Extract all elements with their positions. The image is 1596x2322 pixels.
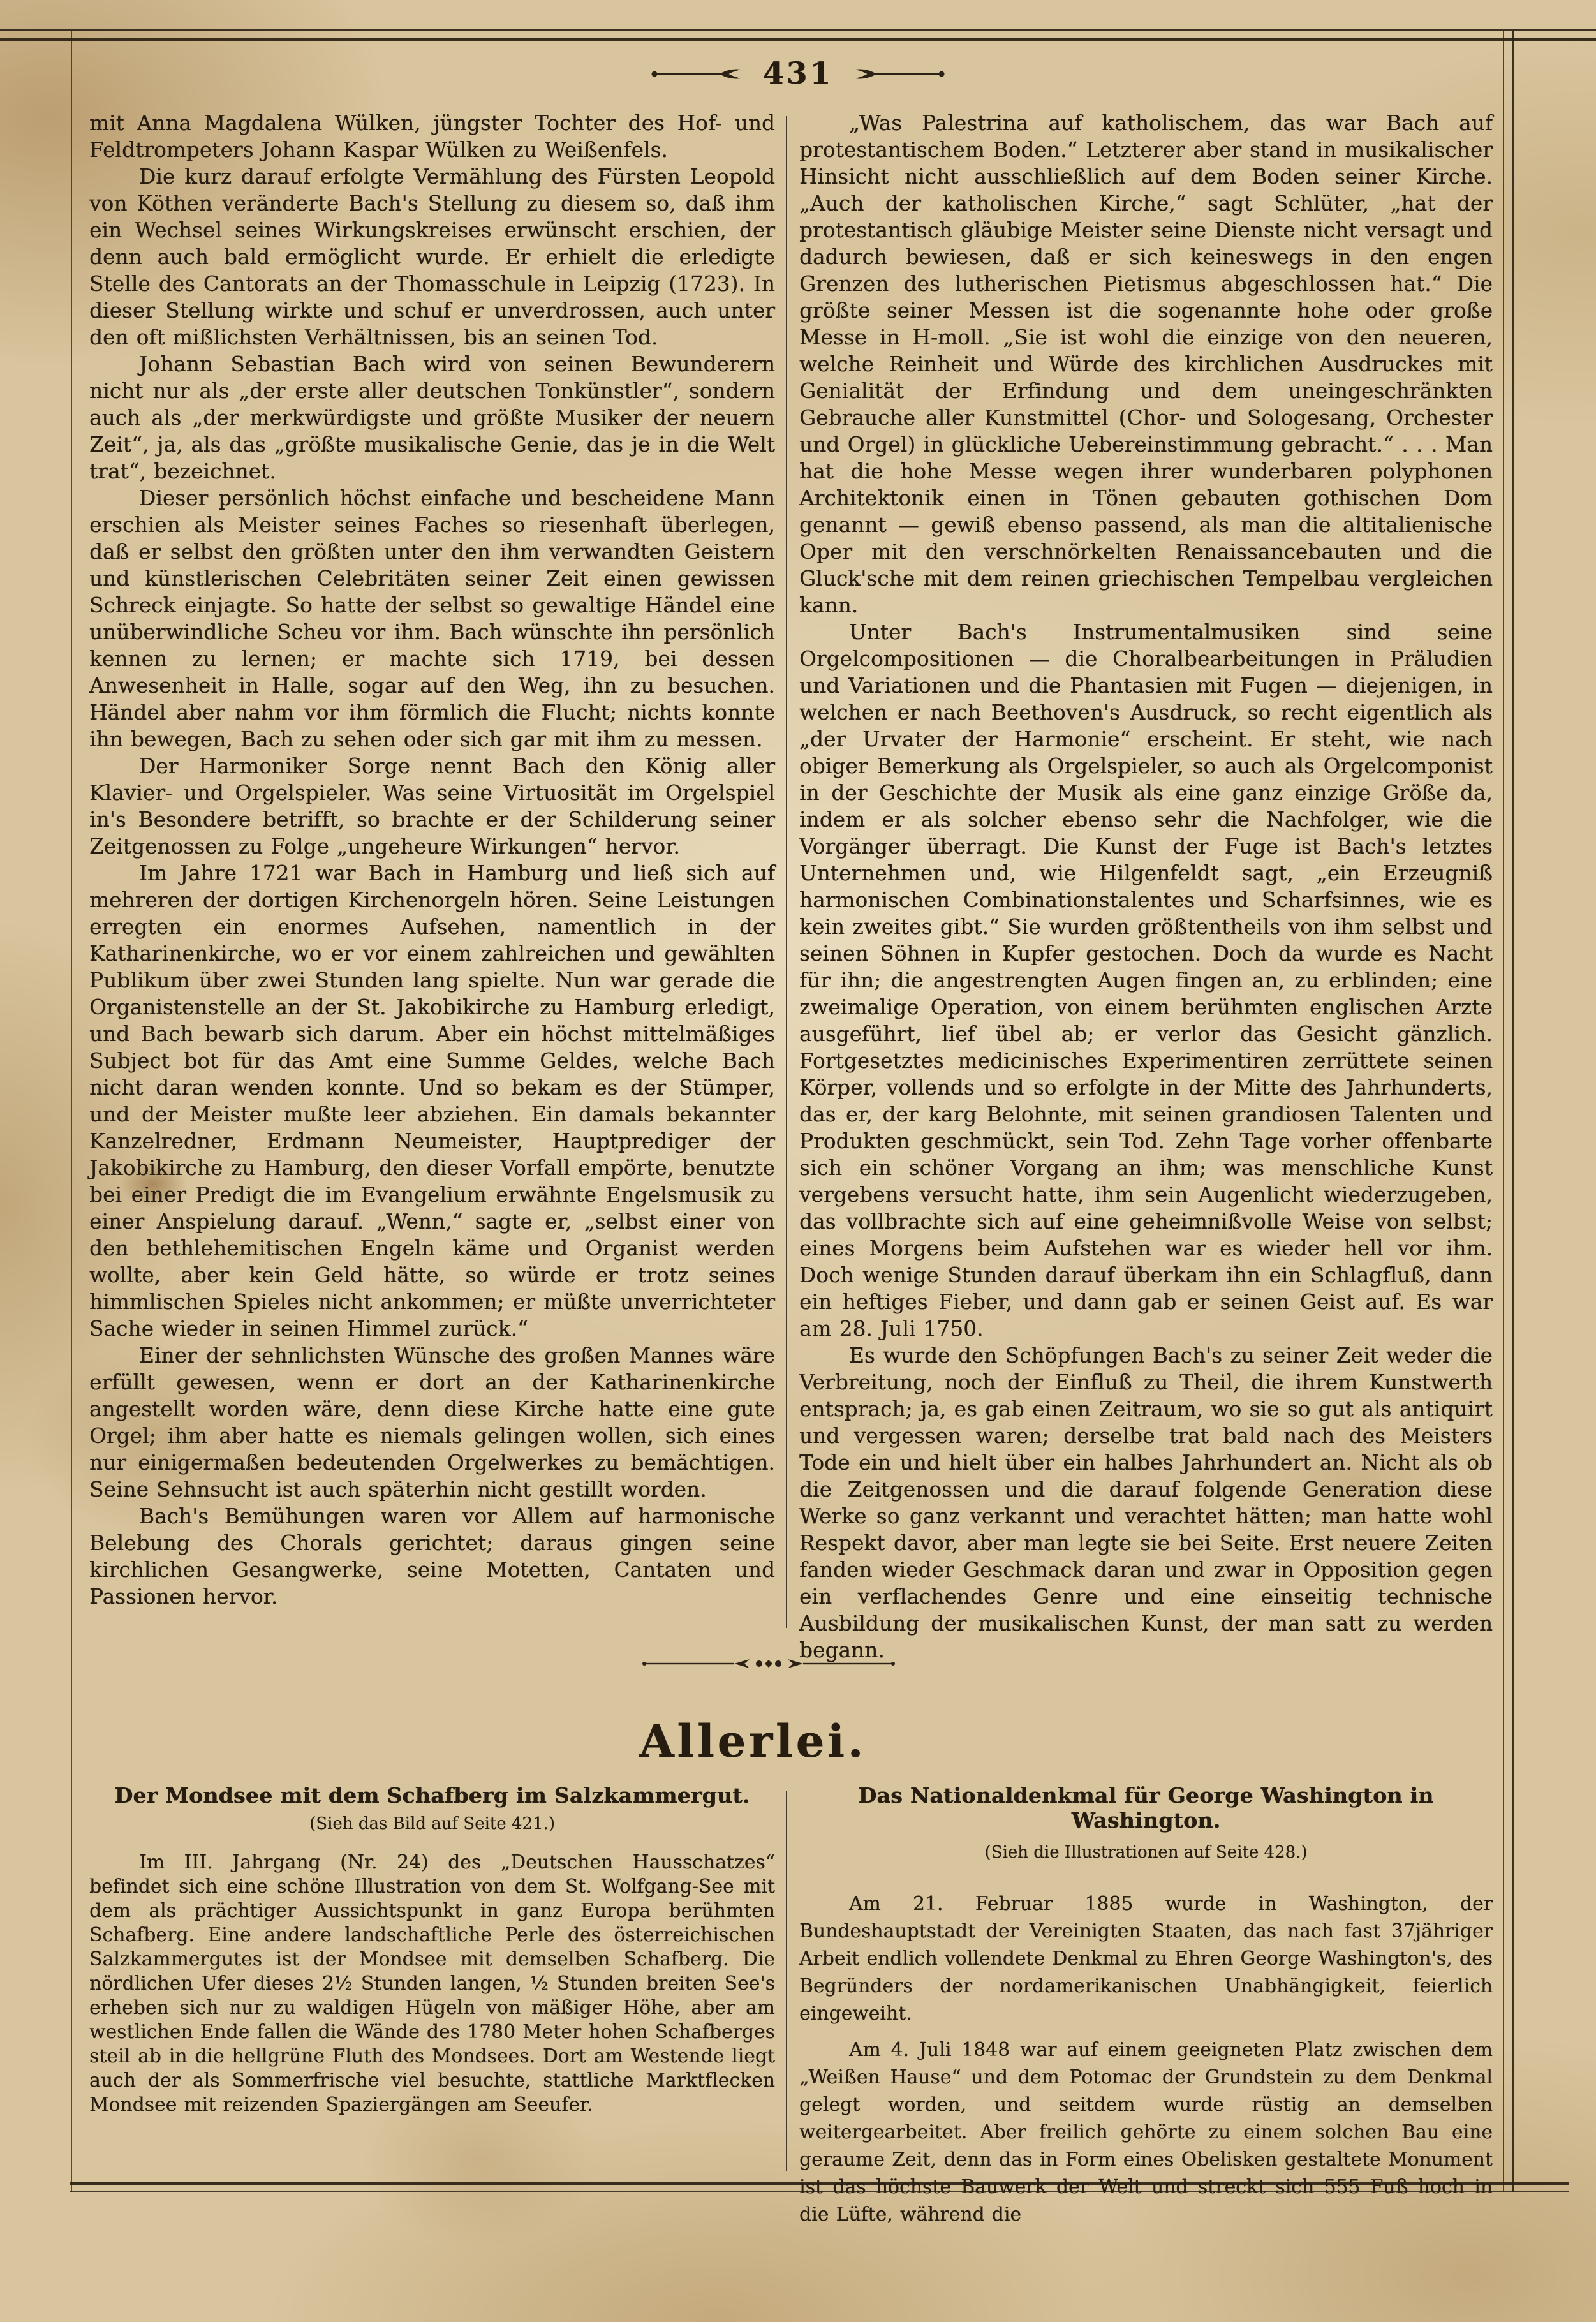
paragraph: Dieser persönlich höchst einfache und bescheidene Mann erschien als Meister seines Faches so riesenhaft überlegen, daß er selbst den größten unter den ihm verwandten Geistern und künstlerischen Celebritäten seiner Zeit einen gewissen Schreck einjagte. So hatte der selbst so gewaltige Händel eine unüberwindliche Scheu vor ihm. Bach wünschte ihn persönlich kennen zu lernen; er machte sich 1719, bei dessen Anwesenheit in Halle, sogar auf den Weg, ihn zu besuchen. Händel aber nahm vor ihm förmlich die Flucht; nichts konnte ihn bewegen, Bach zu sehen oder sich gar mit ihm zu messen. [89,486,775,751]
page-header [0,56,1596,91]
paragraph: „Was Palestrina auf katholischem, das war Bach auf protestantischem Boden.“ Letzterer aber stand in musikalischer Hinsicht nicht ausschließlich auf dem Boden seiner Kirche. „Auch der katholischen Kirche,“ sagt Schlüter, „hat der protestantisch gläubige Meister seine Dienste nicht versagt und dadurch bewiesen, daß er sich keineswegs in den engen Grenzen des lutherischen Pietismus abgeschlossen hat.“ Die größte seiner Messen ist die sogenannte hohe oder große Messe in H-moll. „Sie ist wohl die einzige von den neueren, welche Reinheit und Würde des kirchlichen Ausdruckes mit Genialität der Erfindung und dem uneingeschränkten Gebrauche aller Kunstmittel (Chor- und Sologesang, Orchester und Orgel) in glückliche Uebereinstimmung gebracht.“ . . . Man hat die hohe Messe wegen ihrer wunderbaren polyphonen Architektonik einen in Tönen gebauten gothischen Dom genannt — gewiß ebenso passend, als man die altitalienische Oper mit den verschnörkelten Renaissancebauten und die Gluck'sche mit dem reinen griechischen Tempelbau vergleichen kann. [799,111,1493,617]
top-border-rule-thick [0,38,1596,41]
article-title: Der Mondsee mit dem Schafberg im Salzkammergut. [114,1783,750,1808]
top-border-rule [0,29,1596,31]
left-border-rule [71,31,72,2192]
flourish-rule-left-icon [651,68,746,80]
tailpiece-arrow-dots-icon [641,1657,896,1673]
paragraph: Der Harmoniker Sorge nennt Bach den König aller Klavier- und Orgelspieler. Was seine Virtuosität im Orgelspiel in's Besondere betrifft, so brachte er der Schilderung seiner Zeitgenossen zu Folge „ungeheure Wirkungen“ hervor. [89,754,775,859]
right-border-rule-outer [1512,31,1514,2192]
paragraph: Am 21. Februar 1885 wurde in Washington, der Bundeshauptstadt der Vereinigten Staaten, das nach fast 37jähriger Arbeit endlich vollendete Denkmal zu Ehren George Washington's, des Begründers der nordamerikanischen Unabhängigkeit, feierlich eingeweiht. [799,1893,1493,2024]
paragraph: mit Anna Magdalena Wülken, jüngster Tochter des Hof- und Feldtrompeters Johann Kaspar Wülken zu Weißenfels. [89,111,775,162]
bach-right-column [799,110,1493,1664]
bach-left-column [89,110,775,1664]
paragraph: Einer der sehnlichsten Wünsche des großen Mannes wäre erfüllt gewesen, wenn er dort an der Katharinenkirche angestellt worden wäre, denn diese Kirche hatte eine gute Orgel; ihm aber hatte es niemals gelingen wollen, sich eines nur einigermaßen bedeutenden Orgelwerkes zu bemächtigen. Seine Sehnsucht ist auch späterhin nicht gestillt worden. [89,1343,775,1502]
right-border-rule-inner [1503,31,1504,2192]
paragraph: Die kurz darauf erfolgte Vermählung des Fürsten Leopold von Köthen veränderte Bach's Stellung zu diesem so, daß ihm ein Wechsel seines Wirkungskreises erwünscht erschien, der denn auch bald ermöglicht wurde. Er erhielt die erledigte Stelle des Cantorats an der Thomasschule in Leipzig (1723). In dieser Stellung wirkte und schuf er unverdrossen, auch unter den oft mißlichsten Verhältnissen, bis an seinen Tod. [89,165,775,350]
mondsee-article [89,1783,775,2237]
paragraph: Im Jahre 1721 war Bach in Hamburg und ließ sich auf mehreren der dortigen Kirchenorgeln hören. Seine Leistungen erregten ein enormes Aufsehen, namentlich in der Katharinenkirche, wo er vor einem zahlreichen und gewählten Publikum über zwei Stunden lang spielte. Nun war gerade die Organistenstelle an der St. Jakobikirche zu Hamburg erledigt, und Bach bewarb sich darum. Aber ein höchst mittelmäßiges Subject bot für das Amt eine Summe Geldes, welche Bach nicht daran wenden konnte. Und so bekam es der Stümper, und der Meister mußte leer abziehen. Ein damals bekannter Kanzelredner, Erdmann Neumeister, Hauptprediger der Jakobikirche zu Hamburg, den dieser Vorfall empörte, benutzte bei einer Predigt die im Evangelium erwähnte Engelsmusik zu einer Anspielung darauf. „Wenn,“ sagte er, „selbst einer von den bethlehemitischen Engeln käme und Organist werden wollte, aber kein Geld hätte, so würde er trotz seines himmlischen Spieles nicht ankommen; er müßte unverrichteter Sache wieder in seinen Himmel zurück.“ [89,861,775,1341]
paragraph: Johann Sebastian Bach wird von seinen Bewunderern nicht nur als „der erste aller deutschen Tonkünstler“, sondern auch als „der merkwürdigste und größte Musiker der neuern Zeit“, ja, als das „größte musikalische Genie, das je in die Welt trat“, bezeichnet. [89,352,775,484]
allerlei-section [89,1783,1493,2237]
washington-article [799,1783,1493,2237]
paragraph: Am 4. Juli 1848 war auf einem geeigneten Platz zwischen dem „Weißen Hause“ und dem Potomac der Grundstein zu dem Denkmal gelegt worden, und seitdem wurde rüstig an demselben weitergearbeitet. Aber freilich gehörte zu einem solchen Bau eine geraume Zeit, denn das in Form eines Obelisken gestaltete Monument ist das höchste Bauwerk der Welt und streckt sich 555 Fuß hoch in die Lüfte, während die [799,2039,1493,2225]
paragraph: Bach's Bemühungen waren vor Allem auf harmonische Belebung des Chorals gerichtet; daraus gingen seine kirchlichen Gesangwerke, seine Motetten, Cantaten und Passionen hervor. [89,1504,775,1609]
article-subtitle: (Sieh die Illustrationen auf Seite 428.) [984,1843,1308,1862]
paragraph: Es wurde den Schöpfungen Bach's zu seiner Zeit weder die Verbreitung, noch der Einfluß zu Theil, die ihrem Kunstwerth entsprach; ja, es gab einen Zeitraum, wo sie so gut als antiquirt und vergessen waren; derselbe trat bald nach des Meisters Tode ein und hielt über ein halbes Jahrhundert an. Nicht als ob die Zeitgenossen und die darauf folgende Generation diese Werke so ganz verkannt und verachtet hätten; man hatte wohl Respekt davor, aber man legte sie bei Seite. Erst neuere Zeiten fanden wieder Geschmack daran und zwar in Opposition gegen ein verflachendes Genre und eine einseitig technische Ausbildung der musikalischen Kunst, der man satt zu werden begann. [799,1343,1493,1662]
paragraph: Im III. Jahrgang (Nr. 24) des „Deutschen Hausschatzes“ befindet sich eine schöne Illustration von dem St. Wolfgang-See mit dem als prächtiger Aussichtspunkt in ganz Europa berühmten Schafberg. Eine andere landschaftliche Perle des österreichischen Salzkammergutes ist der Mondsee mit demselben Schafberg. Die nördlichen Ufer dieses 2½ Stunden langen, ½ Stunden breiten See's erheben sich nur zu waldigen Hügeln von mäßiger Höhe, aber am westlichen Ende fallen die Wände des 1780 Meter hohen Schafberges steil ab in die hellgrüne Fluth des Mondsees. Dort am Westende liegt auch der als Sommerfrische viel besuchte, stattliche Marktflecken Mondsee mit reizenden Spaziergängen am Seeufer. [89,1851,775,2115]
article-title: Das Nationaldenkmal für George Washington in Washington. [858,1783,1434,1833]
bach-article [89,110,1493,1664]
page-number: 431 [762,56,834,91]
section-heading: Allerlei. [639,1715,866,1768]
paragraph: Unter Bach's Instrumentalmusiken sind seine Orgelcompositionen — die Choralbearbeitungen in Präludien und Variationen und die Phantasien mit Fugen — diejenigen, in welchen er nach Beethoven's Ausdruck, so recht eigentlich als „der Urvater der Harmonie“ erscheint. Er steht, wie nach obiger Bemerkung als Orgelspieler, so auch als Orgelcomponist in der Geschichte der Musik als eine ganz einzige Größe da, indem er als solcher ebenso sehr die Nachfolger, wie die Vorgänger überragt. Die Kunst der Fuge ist Bach's letztes Unternehmen und, wie Hilgenfeldt sagt, „ein Erzeugniß harmonischen Combinationstalentes und Scharfsinnes, wie es kein zweites gibt.“ Sie wurden größtentheils von ihm selbst und seinen Söhnen in Kupfer gestochen. Doch da wurde es Nacht für ihn; die angestrengten Augen fingen an, zu erblinden; eine zweimalige Operation, von einem berühmten englischen Arzte ausgeführt, lief übel ab; er verlor das Gesicht gänzlich. Fortgesetztes medicinisches Experimentiren zerrüttete seinen Körper, vollends und so erfolgte in der Mitte des Jahrhunderts, das er, der karg Belohnte, mit seinen grandiosen Talenten und Produkten geschmückt, sein Tod. Zehn Tage vorher offenbarte sich ein schöner Vorgang an ihm; was menschliche Kunst vergebens versucht hatte, ihm sein Augenlicht wiederzugeben, das vollbrachte sich auf eine geheimnißvolle Weise von selbst; eines Morgens beim Aufstehen war es wieder hell vor ihm. Doch wenige Stunden darauf überkam ihn ein Schlagfluß, dann ein heftiges Fieber, und dann gab er seinen Geist auf. Es war am 28. Juli 1750. [799,620,1493,1341]
flourish-rule-right-icon [850,68,945,80]
article-subtitle: (Sieh das Bild auf Seite 421.) [309,1814,555,1833]
